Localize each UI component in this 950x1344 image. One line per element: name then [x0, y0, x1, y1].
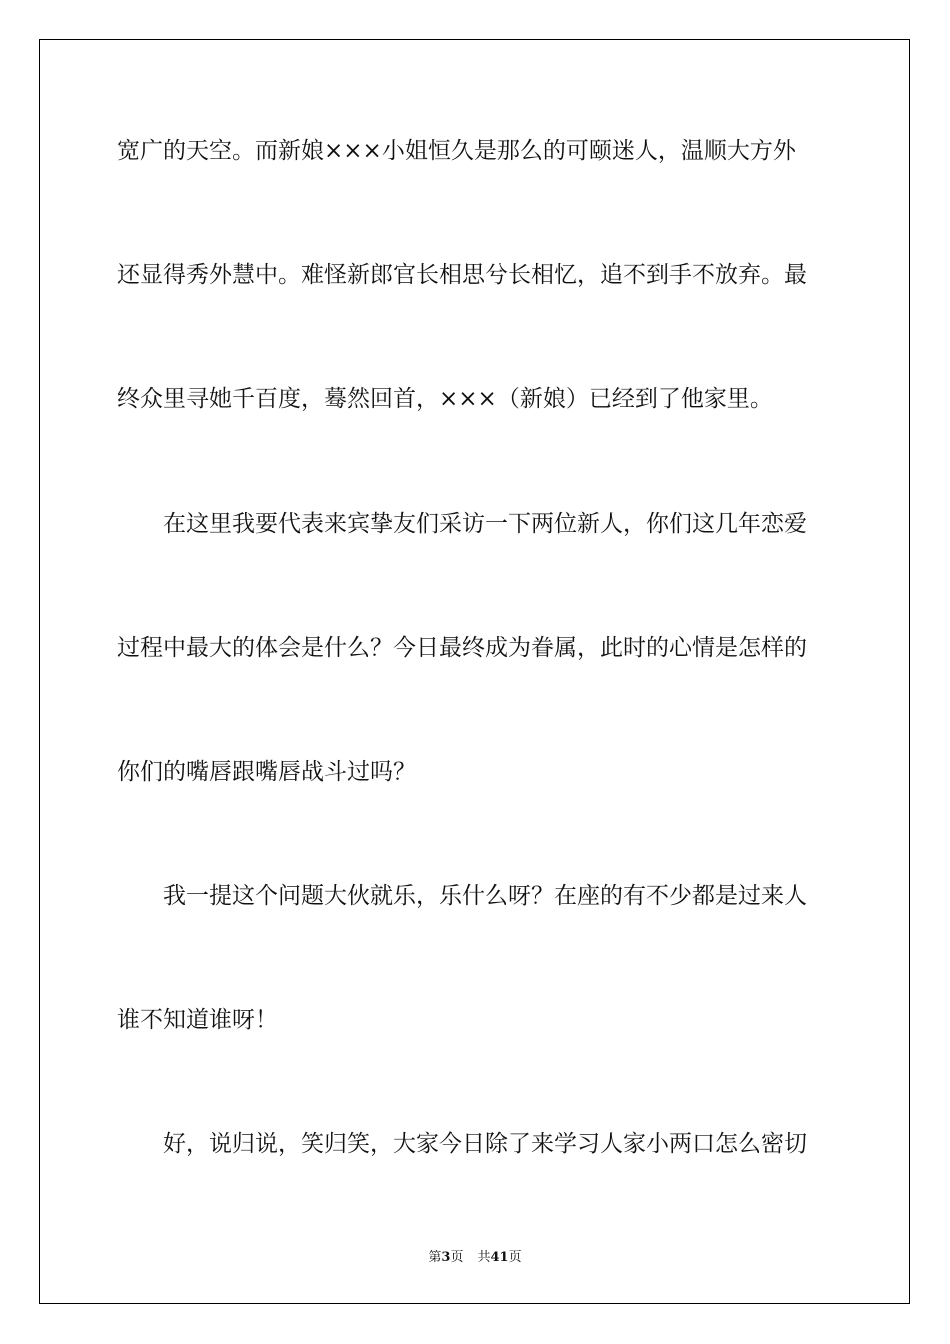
paragraph-line-1: 宽广的天空。而新娘×××小姐恒久是那么的可颐迷人，温顺大方外 [117, 138, 796, 164]
paragraph-line-5: 过程中最大的体会是什么？今日最终成为眷属，此时的心情是怎样的 [117, 635, 807, 661]
paragraph-line-3: 终众里寻她千百度，蓦然回首，×××（新娘）已经到了他家里。 [117, 386, 773, 412]
paragraph-line-9: 好，说归说，笑归笑，大家今日除了来学习人家小两口怎么密切 [163, 1131, 807, 1157]
paragraph-line-7: 我一提这个问题大伙就乐，乐什么呀？在座的有不少都是过来人 [163, 883, 807, 909]
page-suffix: 页 [450, 1250, 464, 1265]
page-border [39, 39, 910, 1304]
page-number: 3 [441, 1250, 451, 1265]
paragraph-line-8: 谁不知道谁呀！ [117, 1007, 278, 1033]
page-footer [0, 1246, 950, 1265]
total-prefix: 共 [477, 1250, 491, 1265]
paragraph-line-2: 还显得秀外慧中。难怪新郎官长相思兮长相忆，追不到手不放弃。最 [117, 262, 807, 288]
total-suffix: 页 [508, 1250, 522, 1265]
page-prefix: 第 [428, 1250, 442, 1265]
paragraph-line-6: 你们的嘴唇跟嘴唇战斗过吗？ [117, 759, 416, 785]
total-pages: 41 [490, 1250, 509, 1265]
paragraph-line-4: 在这里我要代表来宾挚友们采访一下两位新人，你们这几年恋爱 [163, 511, 807, 537]
